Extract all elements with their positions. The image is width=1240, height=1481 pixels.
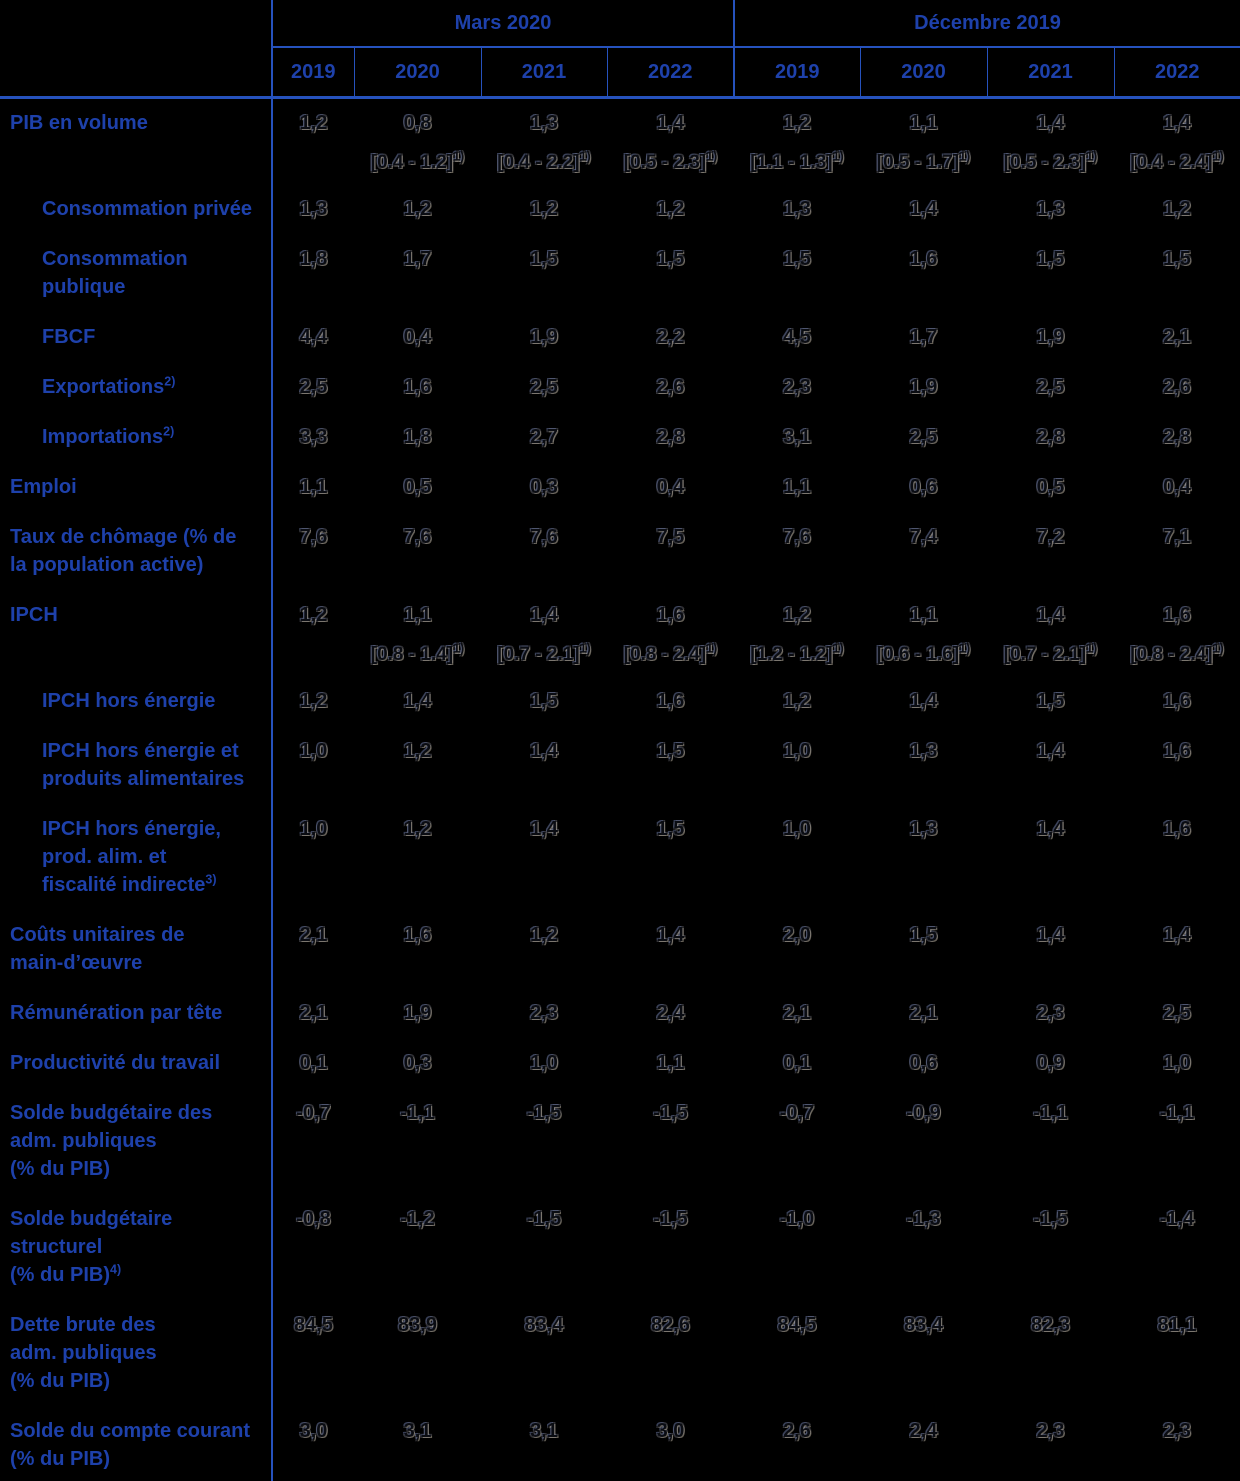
value-cell: -1,5 [1033,1208,1068,1230]
range-footnote: 1) [453,641,465,656]
year-header-row [0,47,1240,98]
range-text: [0.8 - 2.4] [623,644,707,665]
value-cell: 1,6 [1163,604,1191,626]
range-cell [354,149,481,185]
value-cell: 1,4 [530,818,558,840]
value-cell: 0,1 [783,1052,811,1074]
value-cell: 1,3 [909,818,938,840]
year-header: 2022 [607,47,734,98]
range-footnote: 1) [579,641,591,656]
value-cell: 1,2 [299,690,328,712]
value-cell: -0,7 [296,1102,331,1124]
value-cell: 83,4 [524,1314,564,1336]
range-cell [481,149,607,185]
range-cell [607,641,734,677]
value-cell: 7,4 [909,526,938,548]
value-cell: 1,3 [299,198,328,220]
value-cell: -1,5 [526,1102,562,1124]
range-text: [0.8 - 2.4] [1130,644,1213,665]
row-label: Rémunération par tête [0,989,272,1039]
value-cell: 0,4 [1163,476,1191,498]
value-cell: 2,5 [909,426,938,448]
value-cell: 1,4 [656,924,685,946]
value-cell: 82,3 [1031,1314,1070,1336]
value-cell: -0,7 [779,1102,815,1124]
corner-cell [0,47,272,98]
table-row [0,463,1240,513]
range-footnote: 1) [453,149,465,164]
value-cell: 2,4 [656,1002,685,1024]
table-row [0,1195,1240,1301]
value-cell: 1,2 [783,690,811,712]
value-cell: 2,0 [783,924,811,946]
value-cell: 1,0 [530,1052,558,1074]
value-cell: 1,4 [1163,112,1191,134]
range-text: [1.2 - 1.2] [750,644,833,665]
value-cell: 1,4 [403,690,432,712]
value-cell: 1,4 [1036,112,1065,134]
value-cell: 2,3 [1163,1420,1191,1442]
row-label-footnote: 2) [164,374,176,389]
value-cell: 2,1 [909,1002,938,1024]
value-cell: 0,5 [403,476,432,498]
year-header: 2020 [354,47,481,98]
value-cell: 0,6 [909,476,938,498]
range-footnote: 1) [832,149,844,164]
value-cell: 1,0 [783,818,811,840]
row-label-empty [0,641,272,677]
range-footnote: 1) [1086,641,1098,656]
value-cell: 1,8 [403,426,432,448]
value-cell: 2,8 [656,426,685,448]
range-footnote: 1) [579,149,591,164]
range-text: [0.5 - 2.3] [1003,152,1087,173]
value-cell: 1,1 [656,1052,685,1074]
row-label: Taux de chômage (% de la population active) [0,513,272,591]
row-label: Consommation privée [0,185,272,235]
table-row [0,1301,1240,1407]
value-cell: 1,7 [909,326,938,348]
range-footnote: 1) [959,641,971,656]
range-cell [354,641,481,677]
value-cell: 1,2 [299,604,328,626]
value-cell: 2,1 [299,1002,328,1024]
value-cell: 81,1 [1157,1314,1197,1336]
range-text: [0.5 - 2.3] [623,152,707,173]
value-cell: 1,5 [909,924,938,946]
value-cell: -1,4 [1159,1208,1195,1230]
table-row [0,1089,1240,1195]
value-cell: 7,2 [1036,526,1065,548]
value-cell: 1,9 [909,376,938,398]
table-row [0,591,1240,641]
group-header-decembre-2019: Décembre 2019 [734,0,1240,47]
value-cell: -1,0 [779,1208,815,1230]
range-cell [481,641,607,677]
value-cell: 1,5 [1163,248,1191,270]
value-cell: 1,4 [909,198,938,220]
row-label: Solde du compte courant (% du PIB) [0,1407,272,1481]
value-cell: 2,5 [530,376,558,398]
value-cell: -1,5 [526,1208,562,1230]
value-cell: 1,4 [1036,740,1065,762]
value-cell: 1,4 [1036,604,1065,626]
value-cell: 1,2 [656,198,685,220]
year-header: 2019 [734,47,860,98]
row-label: Importations$^{2)}$ [0,413,272,463]
value-cell: 3,1 [783,426,811,448]
table-row [0,1039,1240,1089]
table-row [0,413,1240,463]
value-cell: -0,9 [906,1102,941,1124]
table-row [0,185,1240,235]
range-text: [0.4 - 2.2] [497,152,580,173]
row-label: Emploi [0,463,272,513]
value-cell: 0,6 [909,1052,938,1074]
value-cell: 0,1 [299,1052,328,1074]
table-row [0,989,1240,1039]
value-cell: 2,5 [1163,1002,1191,1024]
value-cell: 2,1 [1163,326,1191,348]
value-cell: 1,4 [1036,818,1065,840]
value-cell: 2,6 [656,376,685,398]
row-label: Dette brute des adm. publiques (% du PIB) [0,1301,272,1407]
value-cell: 0,5 [1036,476,1065,498]
value-cell: 1,7 [403,248,432,270]
value-cell: 1,0 [1163,1052,1191,1074]
value-cell: 1,6 [909,248,938,270]
table-row [0,235,1240,313]
row-label: Solde budgétaire des adm. publiques (% du PIB) [0,1089,272,1195]
value-cell: 1,1 [909,604,938,626]
row-label: Exportations$^{2)}$ [0,363,272,413]
row-label-empty [0,149,272,185]
value-cell: 7,5 [656,526,685,548]
value-cell: 1,6 [403,924,432,946]
value-cell: 4,4 [299,326,328,348]
table-row [0,313,1240,363]
value-cell: 1,3 [530,112,558,134]
range-row [0,149,1240,185]
year-header: 2021 [987,47,1114,98]
range-text: [0.8 - 1.4] [370,644,454,665]
row-label: FBCF [0,313,272,363]
value-cell: 2,6 [1163,376,1191,398]
value-cell: 1,5 [656,818,685,840]
value-cell: 2,4 [909,1420,938,1442]
value-cell: 1,5 [530,690,558,712]
value-cell: 2,3 [530,1002,558,1024]
value-cell: 2,1 [299,924,328,946]
range-cell [734,149,860,185]
row-label: Productivité du travail [0,1039,272,1089]
row-label: Coûts unitaires de main-d’œuvre [0,911,272,989]
range-footnote: 1) [706,641,718,656]
row-label-footnote: 4) [110,1262,122,1277]
table-row [0,513,1240,591]
value-cell: 84,5 [777,1314,817,1336]
value-cell: 0,3 [403,1052,432,1074]
value-cell: 1,2 [299,112,328,134]
value-cell: -1,5 [653,1102,688,1124]
value-cell: 2,5 [299,376,328,398]
row-label: Solde budgétaire structurel (% du PIB)$^{4)}$ [0,1195,272,1301]
value-cell: 2,1 [783,1002,811,1024]
range-footnote: 1) [1086,149,1098,164]
value-cell: 1,4 [656,112,685,134]
value-cell: 3,1 [530,1420,558,1442]
range-cell [607,149,734,185]
value-cell: 4,5 [783,326,811,348]
table-row [0,805,1240,911]
value-cell: 1,2 [783,604,811,626]
value-cell: 3,0 [299,1420,328,1442]
value-cell: 2,3 [1036,1420,1065,1442]
year-header: 2019 [272,47,354,98]
value-cell: 2,7 [530,426,558,448]
range-text: [0.7 - 2.1] [497,644,580,665]
value-cell: 2,3 [783,376,811,398]
range-text: [0.6 - 1.6] [876,644,960,665]
value-cell: 3,1 [403,1420,432,1442]
row-label-footnote: 3) [205,872,217,887]
value-cell: -1,1 [400,1102,435,1124]
value-cell: -1,3 [906,1208,941,1230]
value-cell: 2,3 [1036,1002,1065,1024]
value-cell: 1,2 [1163,198,1191,220]
table-row [0,727,1240,805]
value-cell: 1,6 [1163,740,1191,762]
value-cell: 7,6 [530,526,558,548]
value-cell: 1,0 [299,818,328,840]
value-cell: 1,9 [403,1002,432,1024]
row-label: Consommation publique [0,235,272,313]
value-cell: 1,4 [530,604,558,626]
value-cell: 1,4 [1036,924,1065,946]
value-cell: 1,5 [1036,690,1065,712]
range-footnote: 1) [1212,641,1224,656]
value-cell: 3,3 [299,426,328,448]
table-row [0,1407,1240,1481]
value-cell: -0,8 [296,1208,331,1230]
row-label-footnote: 2) [163,424,175,439]
range-cell [272,149,354,185]
value-cell: 1,9 [530,326,558,348]
value-cell: 0,4 [656,476,685,498]
value-cell: 1,3 [783,198,811,220]
value-cell: 0,4 [403,326,432,348]
year-header: 2022 [1114,47,1240,98]
range-cell [272,641,354,677]
value-cell: 1,4 [909,690,938,712]
table-row [0,98,1240,150]
value-cell: 1,1 [403,604,432,626]
value-cell: 2,5 [1036,376,1065,398]
table-row [0,911,1240,989]
range-text: [0.4 - 1.2] [370,152,454,173]
table-row [0,363,1240,413]
value-cell: 1,1 [909,112,938,134]
value-cell: 1,5 [530,248,558,270]
value-cell: 0,3 [530,476,558,498]
value-cell: 1,0 [783,740,811,762]
row-label: IPCH hors énergie [0,677,272,727]
value-cell: -1,1 [1159,1102,1195,1124]
range-cell [1114,641,1240,677]
value-cell: 1,4 [530,740,558,762]
value-cell: 1,2 [783,112,811,134]
range-cell [987,149,1114,185]
value-cell: -1,1 [1033,1102,1068,1124]
value-cell: 1,2 [403,740,432,762]
value-cell: 1,8 [299,248,328,270]
value-cell: 1,6 [656,604,685,626]
value-cell: 2,8 [1163,426,1191,448]
row-label: IPCH hors énergie et produits alimentaires [0,727,272,805]
value-cell: 1,6 [1163,690,1191,712]
range-text: [0.4 - 2.4] [1130,152,1213,173]
value-cell: 1,2 [403,198,432,220]
value-cell: 2,2 [656,326,685,348]
row-label: PIB en volume [0,98,272,150]
range-cell [987,641,1114,677]
year-header: 2020 [860,47,987,98]
range-text: [1.1 - 1.3] [750,152,833,173]
range-footnote: 1) [832,641,844,656]
value-cell: 7,6 [783,526,811,548]
value-cell: 1,2 [530,924,558,946]
row-label: IPCH [0,591,272,641]
value-cell: 1,5 [783,248,811,270]
value-cell: 7,6 [403,526,432,548]
value-cell: 1,6 [403,376,432,398]
value-cell: 83,9 [398,1314,437,1336]
value-cell: -1,5 [653,1208,688,1230]
value-cell: 0,8 [403,112,432,134]
value-cell: 1,5 [1036,248,1065,270]
range-cell [734,641,860,677]
value-cell: 1,6 [1163,818,1191,840]
row-label: IPCH hors énergie, prod. alim. et fiscalité indirecte$^{3)}$ [0,805,272,911]
value-cell: 1,0 [299,740,328,762]
range-cell [860,641,987,677]
corner-cell [0,0,272,47]
value-cell: -1,2 [400,1208,435,1230]
table-row [0,677,1240,727]
value-cell: 1,6 [656,690,685,712]
range-row [0,641,1240,677]
range-footnote: 1) [706,149,718,164]
value-cell: 1,1 [299,476,328,498]
value-cell: 84,5 [294,1314,333,1336]
value-cell: 82,6 [651,1314,690,1336]
value-cell: 1,2 [530,198,558,220]
value-cell: 2,8 [1036,426,1065,448]
range-cell [860,149,987,185]
year-header: 2021 [481,47,607,98]
value-cell: 1,2 [403,818,432,840]
value-cell: 0,9 [1036,1052,1065,1074]
value-cell: 7,1 [1163,526,1191,548]
value-cell: 1,4 [1163,924,1191,946]
value-cell: 1,5 [656,740,685,762]
value-cell: 1,3 [1036,198,1065,220]
value-cell: 2,6 [783,1420,811,1442]
group-header-row [0,0,1240,47]
range-text: [0.7 - 2.1] [1003,644,1087,665]
range-cell [1114,149,1240,185]
value-cell: 3,0 [656,1420,685,1442]
value-cell: 1,3 [909,740,938,762]
range-footnote: 1) [1212,149,1224,164]
value-cell: 1,9 [1036,326,1065,348]
value-cell: 1,1 [783,476,811,498]
group-header-mars-2020: Mars 2020 [454,11,552,34]
value-cell: 83,4 [904,1314,943,1336]
value-cell: 7,6 [299,526,328,548]
value-cell: 1,5 [656,248,685,270]
range-text: [0.5 - 1.7] [876,152,960,173]
range-footnote: 1) [959,149,971,164]
